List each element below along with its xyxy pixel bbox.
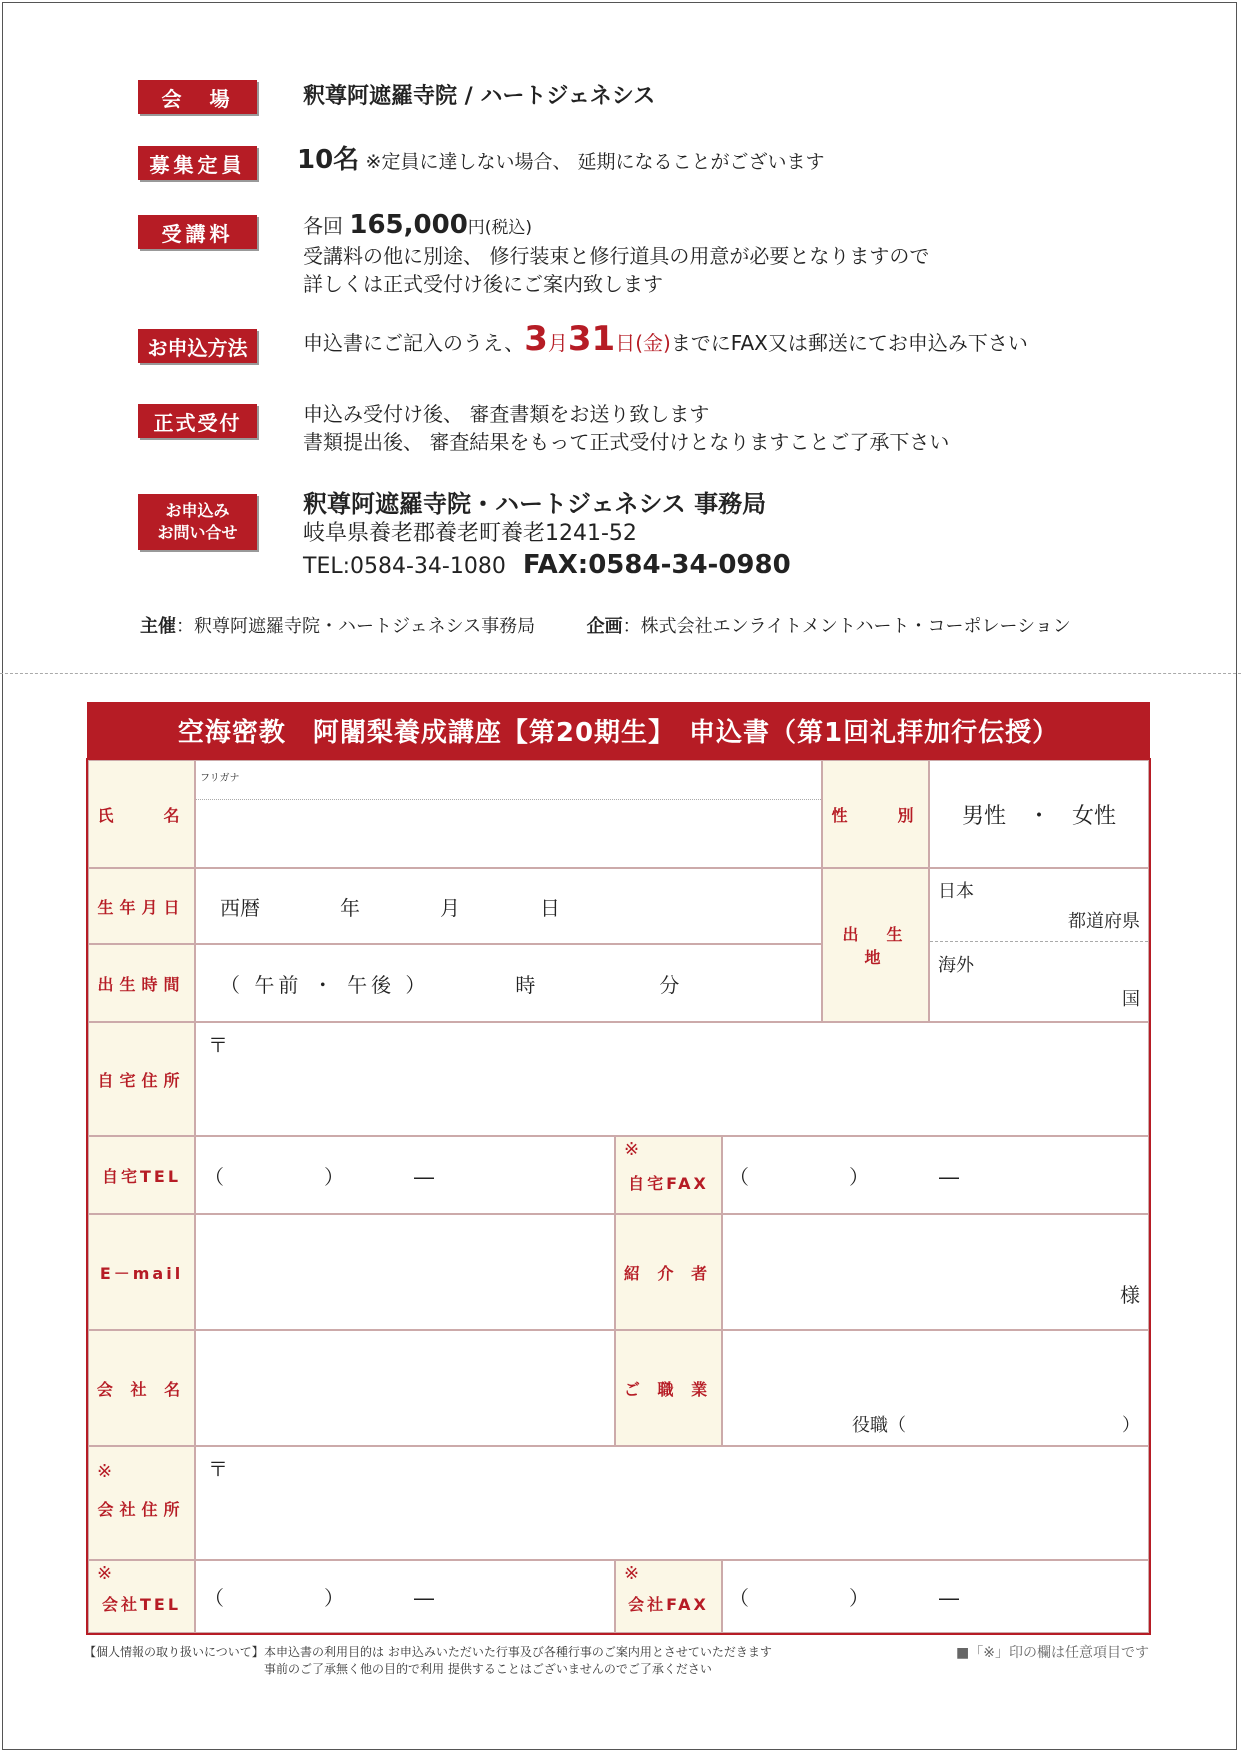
referrer-field[interactable] bbox=[722, 1214, 1149, 1330]
birthdate-field[interactable]: 西暦 年 月 日 bbox=[195, 868, 822, 944]
contact-address: 岐阜県養老郡養老町養老1241-52 bbox=[303, 521, 637, 546]
host-text: ：釈尊阿遮羅寺院・ハートジェネシス事務局 bbox=[176, 616, 536, 637]
plan-label: 企画 bbox=[586, 616, 623, 637]
company-address-field[interactable] bbox=[195, 1446, 1149, 1560]
contact-label-line1: お申込み bbox=[165, 501, 230, 520]
home-fax-label: 自宅FAX bbox=[628, 1173, 709, 1193]
sponsor-line bbox=[140, 612, 1071, 638]
furigana-divider bbox=[196, 799, 821, 800]
home-fax-label-cell bbox=[615, 1136, 722, 1214]
contact-tel: TEL:0584-34-1080 bbox=[303, 554, 506, 579]
company-tel-label: 会社TEL bbox=[101, 1595, 182, 1614]
home-postal-mark: 〒 bbox=[208, 1033, 228, 1057]
email-field[interactable] bbox=[195, 1214, 615, 1330]
company-postal-mark: 〒 bbox=[208, 1457, 228, 1481]
accept-line2: 書類提出後、 審査結果をもって正式受付けとなりますことご了承下さい bbox=[303, 430, 950, 454]
birthtime-field[interactable]: （ 午前 ・ 午後 ） 時 分 bbox=[195, 944, 822, 1022]
birthplace-pref: 都道府県 bbox=[1068, 911, 1140, 932]
company-address-asterisk: ※ bbox=[97, 1461, 113, 1482]
fee-row bbox=[138, 210, 930, 298]
form-title: 空海密教 阿闍梨養成講座【第20期生】 申込書（第1回礼拝加行伝授） bbox=[87, 702, 1150, 758]
position-field: 役職（ ） bbox=[852, 1415, 1140, 1436]
apply-text2: までにFAX又は郵送にてお申込み下さい bbox=[670, 331, 1028, 355]
birthdate-label: 生年月日 bbox=[88, 868, 195, 944]
capacity-number: 10名 bbox=[297, 145, 360, 175]
birthplace-label: 出 生 地 bbox=[822, 868, 929, 1022]
capacity-row bbox=[138, 146, 825, 180]
occupation-label: ご 職 業 bbox=[615, 1330, 722, 1446]
capacity-label: 募集定員 bbox=[138, 146, 257, 180]
privacy-line1: 本申込書の利用目的は お申込みいただいた行事及び各種行事のご案内用とさせていただきます bbox=[264, 1645, 772, 1659]
fee-line3: 詳しくは正式受付け後にご案内致します bbox=[303, 272, 663, 296]
home-address-field[interactable] bbox=[195, 1022, 1149, 1136]
accept-line1: 申込み受付け後、 審査書類をお送り致します bbox=[303, 402, 710, 426]
birthplace-field[interactable] bbox=[929, 868, 1149, 1022]
company-fax-label-cell bbox=[615, 1560, 722, 1633]
company-tel-label-cell bbox=[88, 1560, 195, 1633]
birthtime-label: 出生時間 bbox=[88, 944, 195, 1022]
host-label: 主催 bbox=[140, 616, 176, 637]
birthplace-divider bbox=[930, 941, 1148, 942]
privacy-title: 【個人情報の取り扱いについて】 bbox=[84, 1645, 264, 1659]
optional-note: ■「※」印の欄は任意項目です bbox=[956, 1645, 1149, 1661]
company-address-label-cell bbox=[88, 1446, 195, 1560]
apply-month: 3 bbox=[524, 319, 548, 359]
apply-day: 31 bbox=[567, 319, 616, 359]
company-fax-label: 会社FAX bbox=[628, 1595, 709, 1614]
company-address-label: 会社住所 bbox=[97, 1499, 186, 1519]
fee-label: 受講料 bbox=[138, 215, 257, 249]
cut-line bbox=[0, 673, 1241, 674]
home-tel-label: 自宅TEL bbox=[88, 1136, 195, 1214]
company-tel-field[interactable]: （ ） ― bbox=[195, 1560, 615, 1633]
contact-label-line2: お問い合せ bbox=[157, 523, 238, 542]
furigana-label: フリガナ bbox=[200, 773, 240, 784]
contact-fax: FAX:0584-34-0980 bbox=[522, 550, 791, 580]
venue-label: 会 場 bbox=[138, 80, 257, 114]
company-tel-asterisk: ※ bbox=[97, 1563, 113, 1584]
apply-month-unit: 月 bbox=[547, 331, 568, 355]
home-tel-field[interactable]: （ ） ― bbox=[195, 1136, 615, 1214]
accept-row bbox=[138, 404, 949, 456]
fee-amount: 165,000 bbox=[349, 210, 468, 240]
fee-suffix: 円(税込) bbox=[467, 218, 533, 238]
birthplace-country: 国 bbox=[1122, 989, 1140, 1010]
apply-day-unit: 日(金) bbox=[615, 331, 671, 355]
home-fax-field[interactable]: （ ） ― bbox=[722, 1136, 1149, 1214]
apply-row bbox=[138, 319, 1028, 363]
company-fax-asterisk: ※ bbox=[624, 1563, 640, 1584]
occupation-field[interactable] bbox=[722, 1330, 1149, 1446]
venue-text: 釈尊阿遮羅寺院 / ハートジェネシス bbox=[303, 84, 656, 109]
venue-row bbox=[138, 80, 655, 114]
accept-label: 正式受付 bbox=[138, 404, 257, 438]
name-label: 氏 名 bbox=[88, 760, 195, 868]
fee-line2: 受講料の他に別途、 修行装束と修行道具の用意が必要となりますので bbox=[303, 244, 930, 268]
company-field[interactable] bbox=[195, 1330, 615, 1446]
contact-row bbox=[138, 490, 791, 584]
company-label: 会 社 名 bbox=[88, 1330, 195, 1446]
apply-label: お申込方法 bbox=[138, 329, 257, 363]
referrer-label: 紹 介 者 bbox=[615, 1214, 722, 1330]
referrer-sama: 様 bbox=[1120, 1283, 1140, 1307]
contact-label bbox=[138, 494, 257, 550]
apply-text1: 申込書にご記入のうえ、 bbox=[303, 331, 525, 355]
application-form bbox=[86, 758, 1151, 1635]
home-fax-asterisk: ※ bbox=[624, 1139, 640, 1160]
fee-prefix: 各回 bbox=[303, 214, 343, 238]
privacy-line2: 事前のご了承無く他の目的で利用 提供することはございませんのでご了承ください bbox=[264, 1662, 712, 1676]
birthplace-japan: 日本 bbox=[938, 881, 974, 902]
home-address-label: 自宅住所 bbox=[88, 1022, 195, 1136]
contact-org: 釈尊阿遮羅寺院・ハートジェネシス 事務局 bbox=[303, 490, 767, 518]
email-label: E－mail bbox=[88, 1214, 195, 1330]
name-field[interactable] bbox=[195, 760, 822, 868]
birthplace-abroad: 海外 bbox=[938, 955, 974, 976]
plan-text: ：株式会社エンライトメントハート・コーポレーション bbox=[622, 616, 1071, 637]
gender-options[interactable]: 男性 ・ 女性 bbox=[929, 760, 1149, 868]
gender-label: 性 別 bbox=[822, 760, 929, 868]
company-fax-field[interactable]: （ ） ― bbox=[722, 1560, 1149, 1633]
capacity-note: ※定員に達しない場合、 延期になることがございます bbox=[365, 151, 825, 173]
